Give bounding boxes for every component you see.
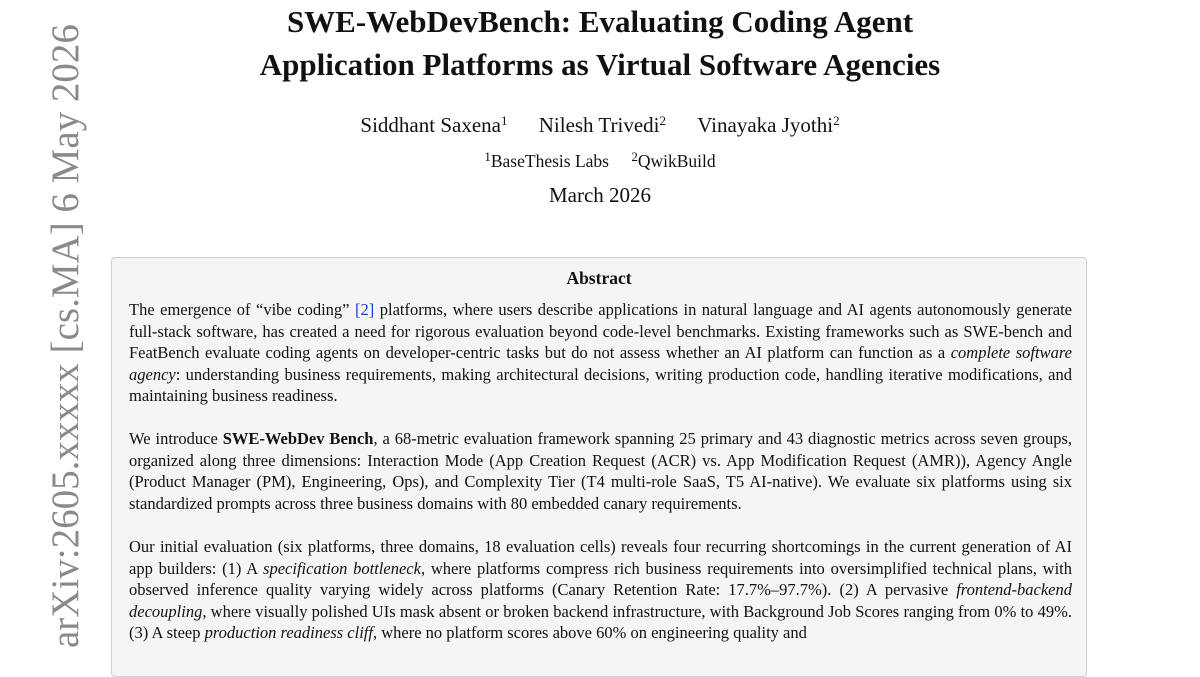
affiliation	[484, 151, 609, 171]
text: We introduce	[129, 429, 223, 448]
affiliation-marker: 2	[659, 113, 667, 128]
citation-link[interactable]: [2]	[354, 300, 375, 319]
author-name: Vinayaka Jyothi	[697, 113, 834, 137]
text: , where no platform scores above 60% on engineering quality and	[372, 623, 807, 642]
author	[697, 113, 839, 137]
affiliation-marker: 1	[500, 113, 508, 128]
paper-title	[0, 0, 1200, 86]
affiliation-marker: 2	[833, 113, 840, 128]
arxiv-identifier-stamp: arXiv:2605.xxxxx [cs.MA] 6 May 2026	[44, 24, 87, 648]
text: : understanding business requirements, making architectural decisions, writing production code, handling iterative modifications, and maintaining business readiness.	[129, 364, 1072, 405]
title-line-2: Application Platforms as Virtual Software Agencies	[259, 47, 941, 82]
abstract-paragraph-1	[129, 299, 1072, 407]
text: , where platforms compress rich business requirements into oversimplified technical plans, with observed inference quality varying widely across platforms (Canary Retention Rate: 17.7%–97.7%). (2) A pervasive	[129, 558, 1073, 599]
abstract-paragraph-2	[129, 428, 1072, 514]
author-name: Siddhant Saxena	[360, 113, 501, 137]
affiliation-name: BaseThesis Labs	[490, 151, 609, 171]
emphasis: specification bottleneck	[263, 558, 421, 578]
affiliation	[631, 151, 715, 171]
text: , where visually polished UIs mask absent or broken backend infrastructure, with Background Job Scores ranging from 0% to 49%. (3) A steep	[129, 601, 1072, 642]
title-line-1: SWE-WebDevBench: Evaluating Coding Agent	[286, 4, 914, 39]
affiliation-list	[0, 148, 1200, 174]
author	[539, 113, 666, 137]
abstract-box	[111, 257, 1087, 677]
affiliation-number: 1	[484, 149, 491, 164]
abstract-paragraph-3	[129, 536, 1072, 644]
emphasis: frontend-backend decoupling	[129, 580, 1072, 621]
affiliation-name: QwikBuild	[637, 151, 716, 171]
author-name: Nilesh Trivedi	[538, 113, 660, 137]
emphasis: production readiness cliff	[204, 623, 373, 642]
text: The emergence of “vibe coding”	[129, 300, 355, 319]
author	[360, 113, 507, 137]
text: Our initial evaluation (six platforms, three domains, 18 evaluation cells) reveals four recurring shortcomings in the current generation of AI app builders: (1) A	[129, 537, 1072, 578]
emphasis: complete software agency	[129, 343, 1072, 384]
publication-date: March 2026	[548, 183, 652, 207]
abstract-heading: Abstract	[566, 268, 632, 288]
affiliation-number: 2	[631, 149, 638, 164]
text: , a 68-metric evaluation framework spanning 25 primary and 43 diagnostic metrics across seven groups, organized along three dimensions: Interaction Mode (App Creation Request (ACR) vs. App Modification Request (AMR)), Agency Angle (Product Manager (PM), Engineering, Ops), and Complexity Tier (T4 multi-role SaaS, T5 AI-native). We evaluate six platforms using six standardized prompts across three business domains with 80 embedded canary requirements.	[129, 429, 1073, 513]
author-list	[0, 110, 1200, 140]
benchmark-name: SWE-WebDev Bench	[222, 429, 374, 448]
text: platforms, where users describe applications in natural language and AI agents autonomously generate full-stack software, has created a need for rigorous evaluation beyond code-level benchmarks. Existing frameworks such as SWE-bench and FeatBench evaluate coding agents on developer-centric tasks but do not assess whether an AI platform can function as a	[129, 300, 1072, 362]
